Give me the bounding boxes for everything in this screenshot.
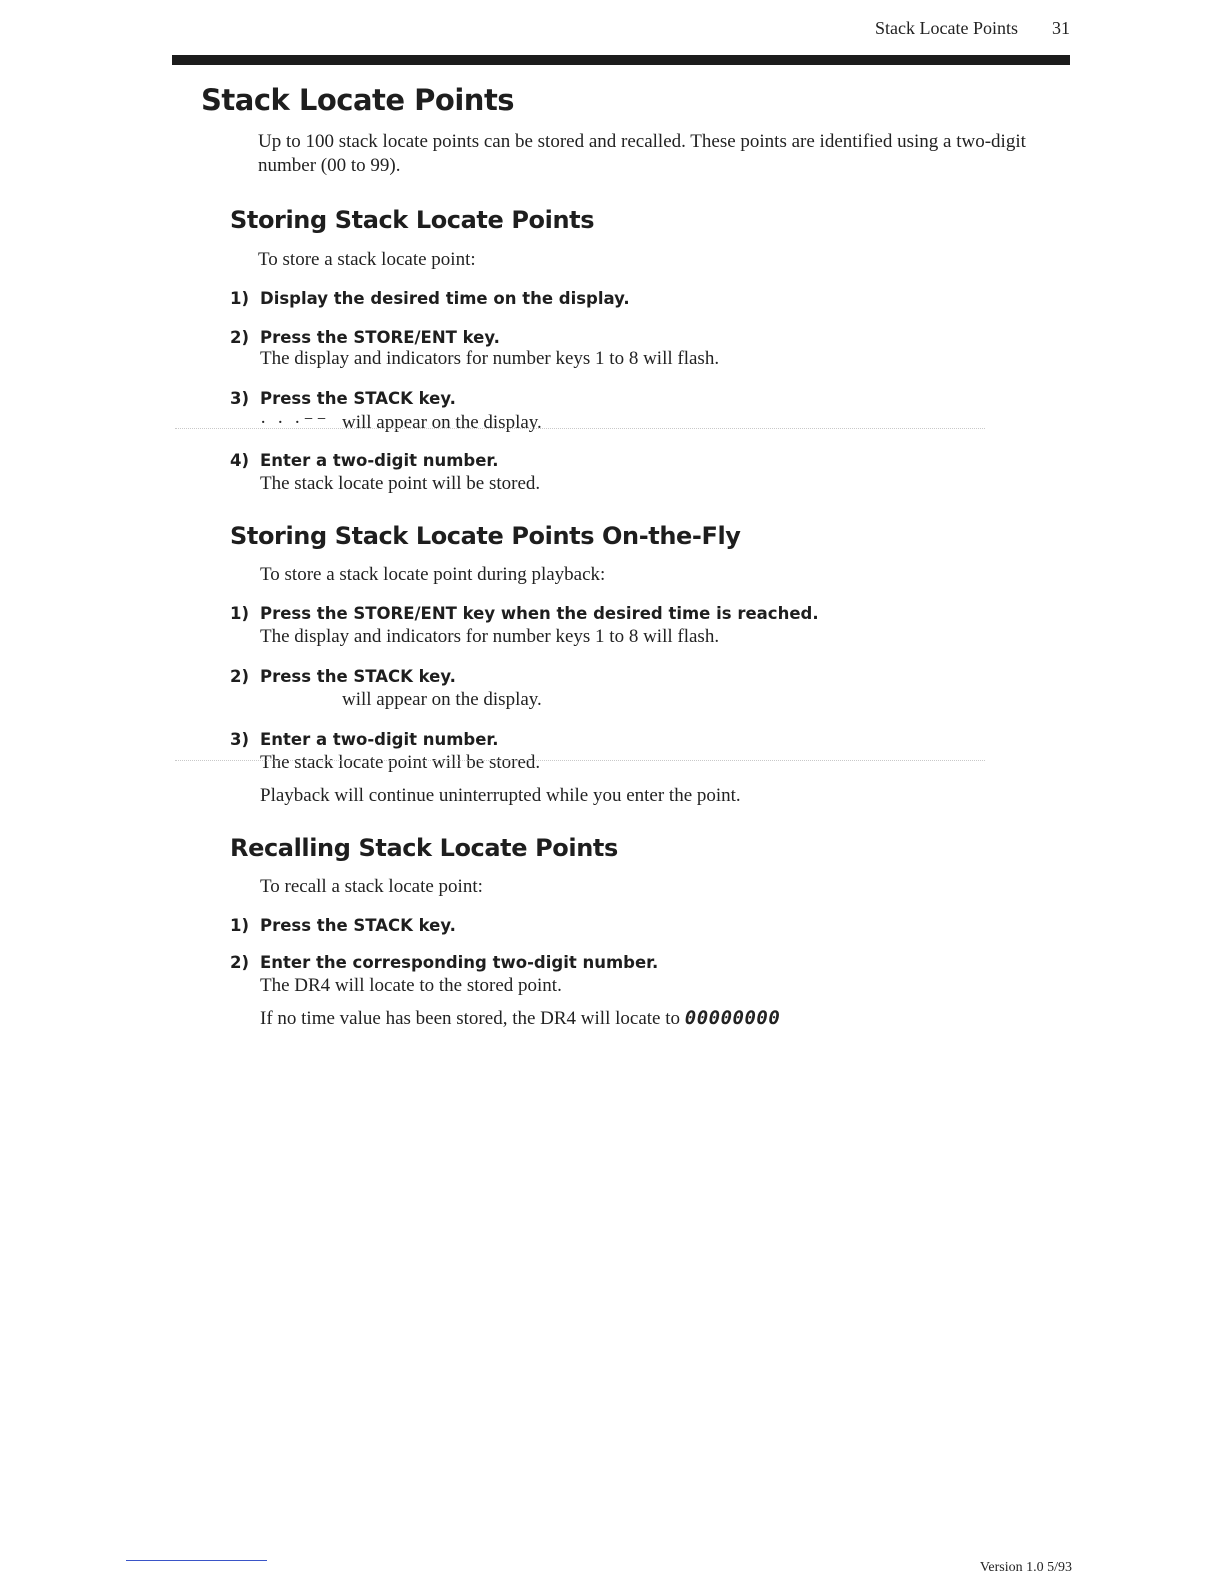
page-title: Stack Locate Points	[201, 83, 515, 117]
on-the-fly-lead: To store a stack locate point during playback:	[260, 564, 606, 585]
storing-lead: To store a stack locate point:	[258, 249, 476, 270]
step-number: 2)	[230, 328, 250, 347]
on-the-fly-step-3-desc: The stack locate point will be stored.	[260, 752, 541, 773]
storing-step-3-desc	[260, 411, 542, 434]
step-label: Enter a two-digit number.	[260, 730, 499, 749]
footer-underline	[126, 1560, 267, 1561]
storing-step-4	[230, 451, 498, 470]
on-the-fly-step-1	[230, 604, 819, 623]
recalling-lead: To recall a stack locate point:	[260, 876, 483, 897]
step-number: 1)	[230, 289, 250, 308]
step-number: 1)	[230, 604, 250, 623]
on-the-fly-note: Playback will continue uninterrupted while you enter the point.	[260, 785, 741, 806]
display-readout-symbol: · · ·⁻⁻	[260, 412, 330, 433]
bleed-through-line	[175, 760, 985, 761]
version-footer: Version 1.0 5/93	[979, 1560, 1072, 1575]
bleed-through-line	[175, 428, 985, 429]
step-label: Press the STACK key.	[260, 916, 456, 935]
recalling-note	[260, 1007, 780, 1030]
intro-paragraph: Up to 100 stack locate points can be stored and recalled. These points are identified using a two-digit number (00 to 99).	[258, 131, 1026, 176]
section-heading-on-the-fly: Storing Stack Locate Points On-the-Fly	[230, 522, 741, 550]
storing-step-4-desc: The stack locate point will be stored.	[260, 473, 541, 494]
running-header	[875, 18, 1070, 39]
on-the-fly-step-3	[230, 730, 498, 749]
header-rule	[172, 55, 1070, 65]
storing-step-1	[230, 289, 630, 308]
step-number: 1)	[230, 916, 250, 935]
step-number: 2)	[230, 667, 250, 686]
step-label: Press the STORE/ENT key when the desired time is reached.	[260, 604, 819, 623]
step-label: Press the STACK key.	[260, 667, 456, 686]
step-label: Press the STORE/ENT key.	[260, 328, 500, 347]
lcd-time-value: 00000000	[684, 1007, 781, 1029]
step-number: 3)	[230, 389, 250, 408]
page-number: 31	[1052, 18, 1070, 38]
storing-step-2	[230, 328, 500, 347]
storing-step-2-desc: The display and indicators for number keys 1 to 8 will flash.	[260, 348, 720, 369]
note-text: If no time value has been stored, the DR4 will locate to	[260, 1008, 680, 1029]
running-title: Stack Locate Points	[875, 18, 1018, 38]
step-desc-text: will appear on the display.	[342, 412, 542, 433]
on-the-fly-step-2-desc	[260, 689, 542, 711]
recalling-step-1	[230, 916, 456, 935]
step-number: 3)	[230, 730, 250, 749]
step-label: Press the STACK key.	[260, 389, 456, 408]
step-label: Display the desired time on the display.	[260, 289, 630, 308]
on-the-fly-step-1-desc: The display and indicators for number keys 1 to 8 will flash.	[260, 626, 720, 647]
step-desc-text: will appear on the display.	[342, 689, 542, 710]
section-heading-recalling: Recalling Stack Locate Points	[230, 834, 618, 862]
step-number: 4)	[230, 451, 250, 470]
on-the-fly-step-2	[230, 667, 456, 686]
step-label: Enter a two-digit number.	[260, 451, 499, 470]
step-number: 2)	[230, 953, 250, 972]
step-label: Enter the corresponding two-digit number.	[260, 953, 659, 972]
recalling-step-2-desc: The DR4 will locate to the stored point.	[260, 975, 562, 996]
storing-step-3	[230, 389, 456, 408]
section-heading-storing: Storing Stack Locate Points	[230, 206, 595, 234]
recalling-step-2	[230, 953, 658, 972]
